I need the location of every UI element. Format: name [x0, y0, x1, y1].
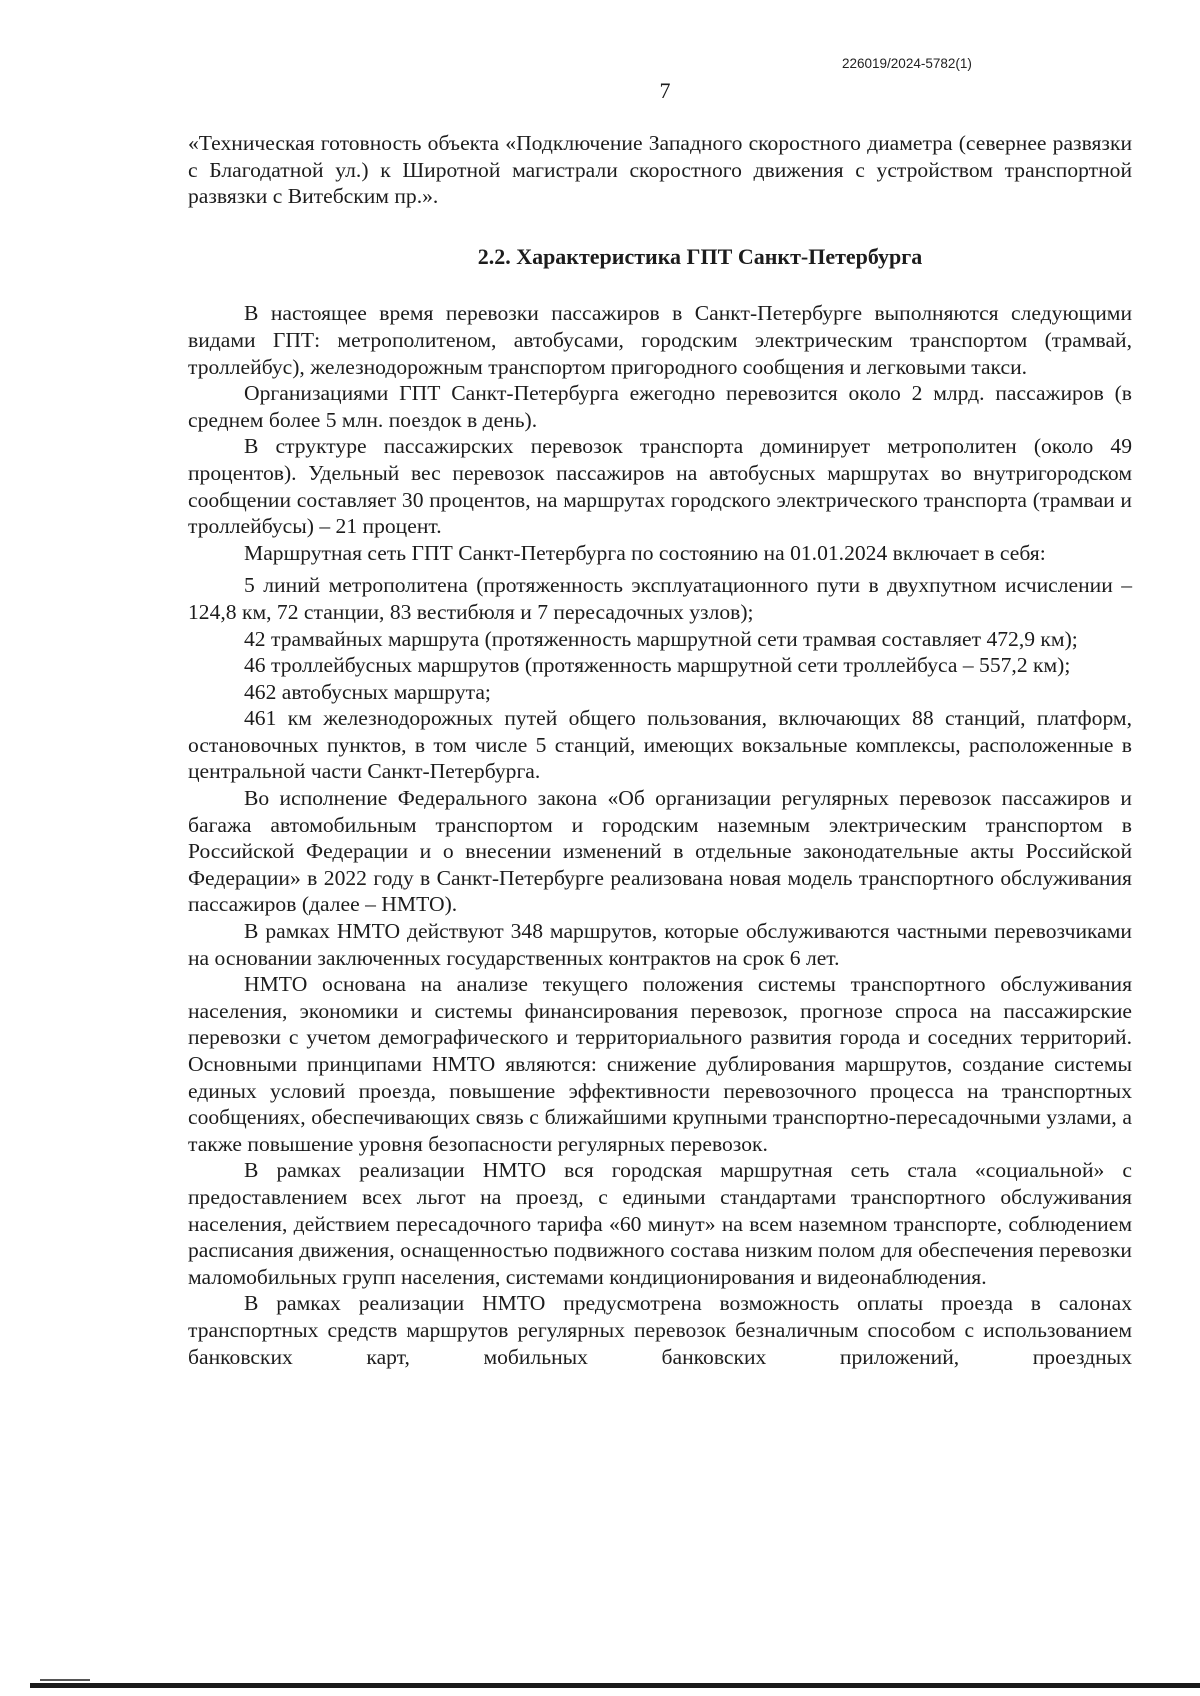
list-item: 42 трамвайных маршрута (протяженность маршрутной сети трамвая составляет 472,9 км); [244, 626, 1078, 651]
paragraph: В структуре пассажирских перевозок транспорта доминирует метрополитен (около 49 процентов). Удельный вес перевозок пассажиров на автобусных маршрутах во внутригородском сообщении составляет 30 процентов, на маршрутах городского электрического транспорта (трамваи и троллейбусы) – 21 процент. [188, 434, 1132, 539]
paragraph: В настоящее время перевозки пассажиров в Санкт-Петербурге выполняются следующими видами ГПТ: метрополитеном, автобусами, городским электрическим транспортом (трамвай, троллейбус), железнодорожным транспортом пригородного сообщения и легковыми такси. [188, 301, 1132, 379]
paragraph: В рамках реализации НМТО предусмотрена возможность оплаты проезда в салонах транспортных средств маршрутов регулярных перевозок безналичным способом с использованием банковских карт, мобильных банковских приложений, проездных [188, 1291, 1132, 1369]
paragraph: Маршрутная сеть ГПТ Санкт-Петербурга по состоянию на 01.01.2024 включает в себя: [244, 540, 1046, 565]
page-bottom-rule [30, 1683, 1200, 1688]
paragraph: В рамках реализации НМТО вся городская маршрутная сеть стала «социальной» с предоставлением всех льгот на проезд, с едиными стандартами транспортного обслуживания населения, действием пересадочного тарифа «60 минут» на всем наземном транспорте, соблюдением расписания движения, оснащенностью подвижного состава низким полом для обеспечения перевозки маломобильных групп населения, системами кондиционирования и видеонаблюдения. [188, 1158, 1132, 1289]
list-item: 462 автобусных маршрута; [244, 679, 491, 704]
list-item: 461 км железнодорожных путей общего пользования, включающих 88 станций, платформ, остановочных пунктов, в том числе 5 станций, имеющих вокзальные комплексы, расположенные в центральной части Санкт-Петербурга. [188, 706, 1132, 784]
paragraph: Организациями ГПТ Санкт-Петербурга ежегодно перевозится около 2 млрд. пассажиров (в среднем более 5 млн. поездок в день). [188, 381, 1132, 432]
paragraph: Во исполнение Федерального закона «Об организации регулярных перевозок пассажиров и багажа автомобильным транспортом и городским наземным электрическим транспортом в Российской Федерации и о внесении изменений в отдельные законодательные акты Российской Федерации» в 2022 году в Санкт-Петербурге реализована новая модель транспортного обслуживания пассажиров (далее – НМТО). [188, 786, 1132, 917]
document-number: 226019/2024-5782(1) [842, 56, 972, 71]
page-number: 7 [659, 78, 671, 103]
list-item: 46 троллейбусных маршрутов (протяженность маршрутной сети троллейбуса – 557,2 км); [244, 653, 1071, 678]
document-body [188, 130, 1132, 1370]
list-item: 5 линий метрополитена (протяженность эксплуатационного пути в двухпутном исчислении – 124,8 км, 72 станции, 83 вестибюля и 7 пересадочных узлов); [188, 573, 1132, 624]
paragraph: В рамках НМТО действуют 348 маршрутов, которые обслуживаются частными перевозчиками на основании заключенных государственных контрактов на срок 6 лет. [188, 919, 1132, 970]
scan-edge-mark [40, 1679, 90, 1681]
paragraph: НМТО основана на анализе текущего положения системы транспортного обслуживания населения, экономики и системы финансирования перевозок, прогнозе спроса на пассажирские перевозки с учетом демографического и территориального развития города и соседних территорий. Основными принципами НМТО являются: снижение дублирования маршрутов, создание системы единых условий проезда, повышение эффективности перевозочного процесса на транспортных сообщениях, обеспечивающих связь с ближайшими крупными транспортно-пересадочными узлами, а также повышение уровня безопасности регулярных перевозок. [188, 972, 1132, 1156]
section-heading: 2.2. Характеристика ГПТ Санкт-Петербурга [477, 243, 923, 269]
intro-paragraph: «Техническая готовность объекта «Подключение Западного скоростного диаметра (севернее развязки с Благодатной ул.) к Широтной магистрали скоростного движения с устройством транспортной развязки с Витебским пр.». [188, 131, 1132, 209]
